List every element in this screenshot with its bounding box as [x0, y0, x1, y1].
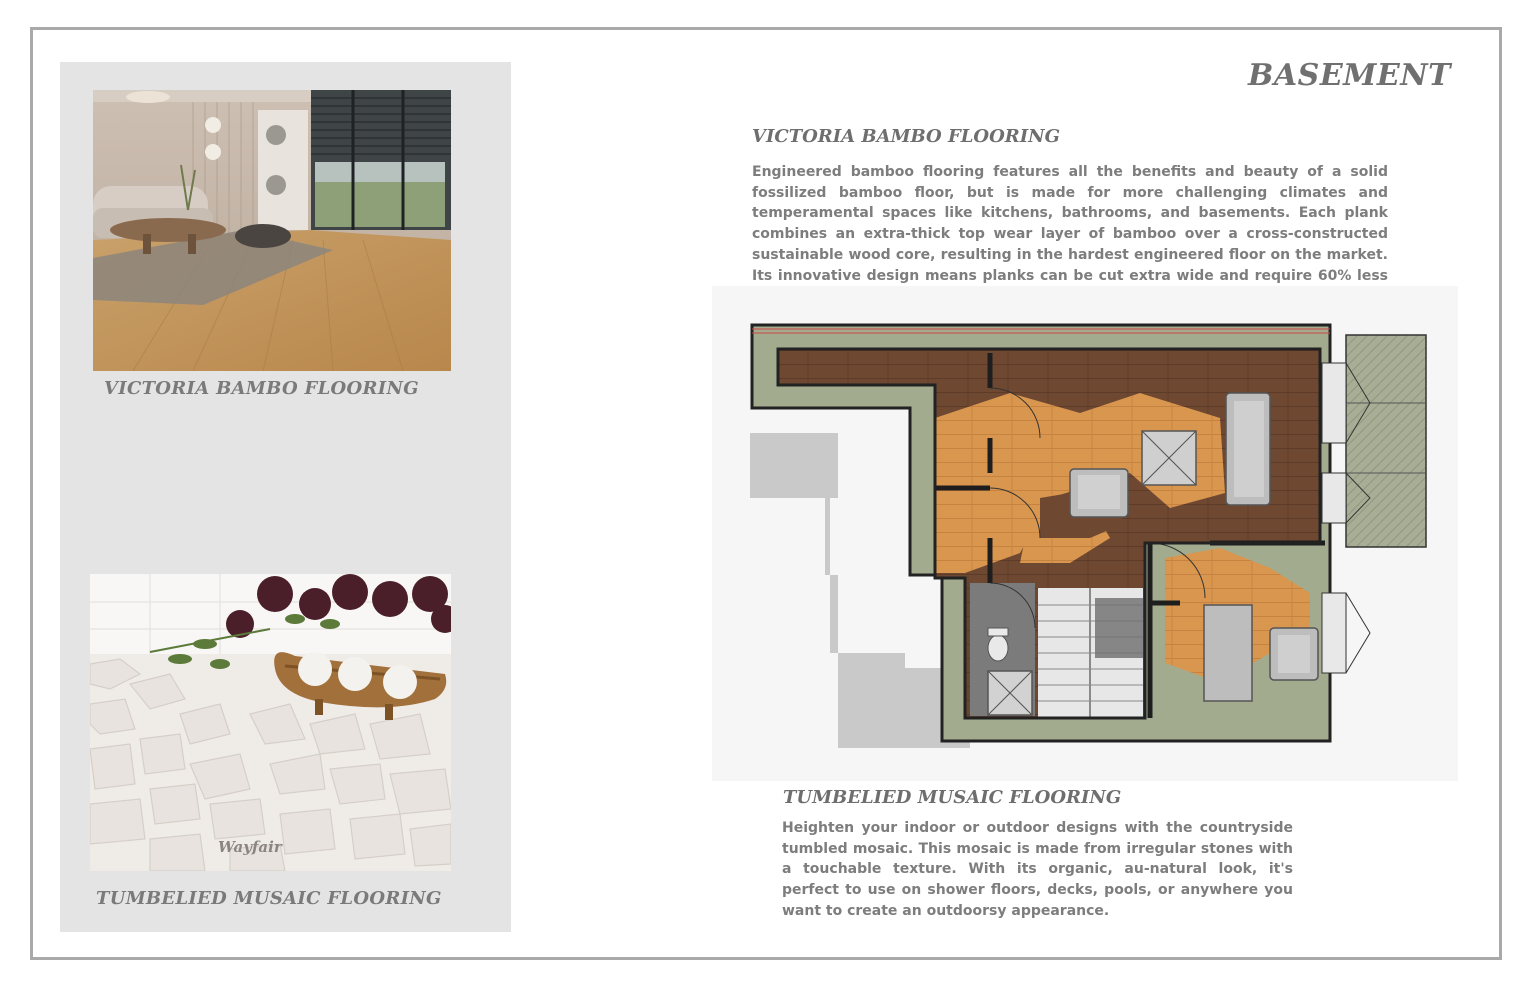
- mosaic-photo-caption: TUMBELIED MUSAIC FLOORING: [96, 888, 442, 909]
- mosaic-floor-photo: [90, 574, 451, 871]
- bamboo-room-illustration: [93, 90, 451, 371]
- mosaic-heading: TUMBELIED MUSAIC FLOORING: [783, 787, 1122, 808]
- bamboo-heading: VICTORIA BAMBO FLOORING: [752, 126, 1060, 147]
- bamboo-floor-photo: [93, 90, 451, 371]
- mosaic-description: Heighten your indoor or outdoor designs with the countryside tumbled mosaic. This mosaic is made from irregular stones with a touchable texture. With its organic, au-natural look, it's perfect to use on shower floors, decks, pools, or anywhere you want to create an outdoorsy appearance.: [782, 820, 1293, 919]
- mosaic-illustration: [90, 574, 451, 871]
- photo-watermark: Wayfair: [218, 838, 282, 856]
- floor-plan-drawing: [750, 323, 1430, 748]
- page-title: BASEMENT: [1248, 58, 1451, 93]
- bamboo-photo-caption: VICTORIA BAMBO FLOORING: [104, 378, 419, 399]
- bamboo-description: Engineered bamboo flooring features all the benefits and beauty of a solid fossilized bamboo floor, but is made for more challenging climates and temperamental spaces like kitchens, bathrooms, and basements. Each plank combines an extra-thick top wear layer of bamboo over a cross-constructed sustainable wood core, resulting in the hardest engineered floor on the market. Its innovative design means planks can be cut extra wide and require 60% less: [752, 164, 1388, 284]
- basement-floor-plan: [750, 323, 1430, 752]
